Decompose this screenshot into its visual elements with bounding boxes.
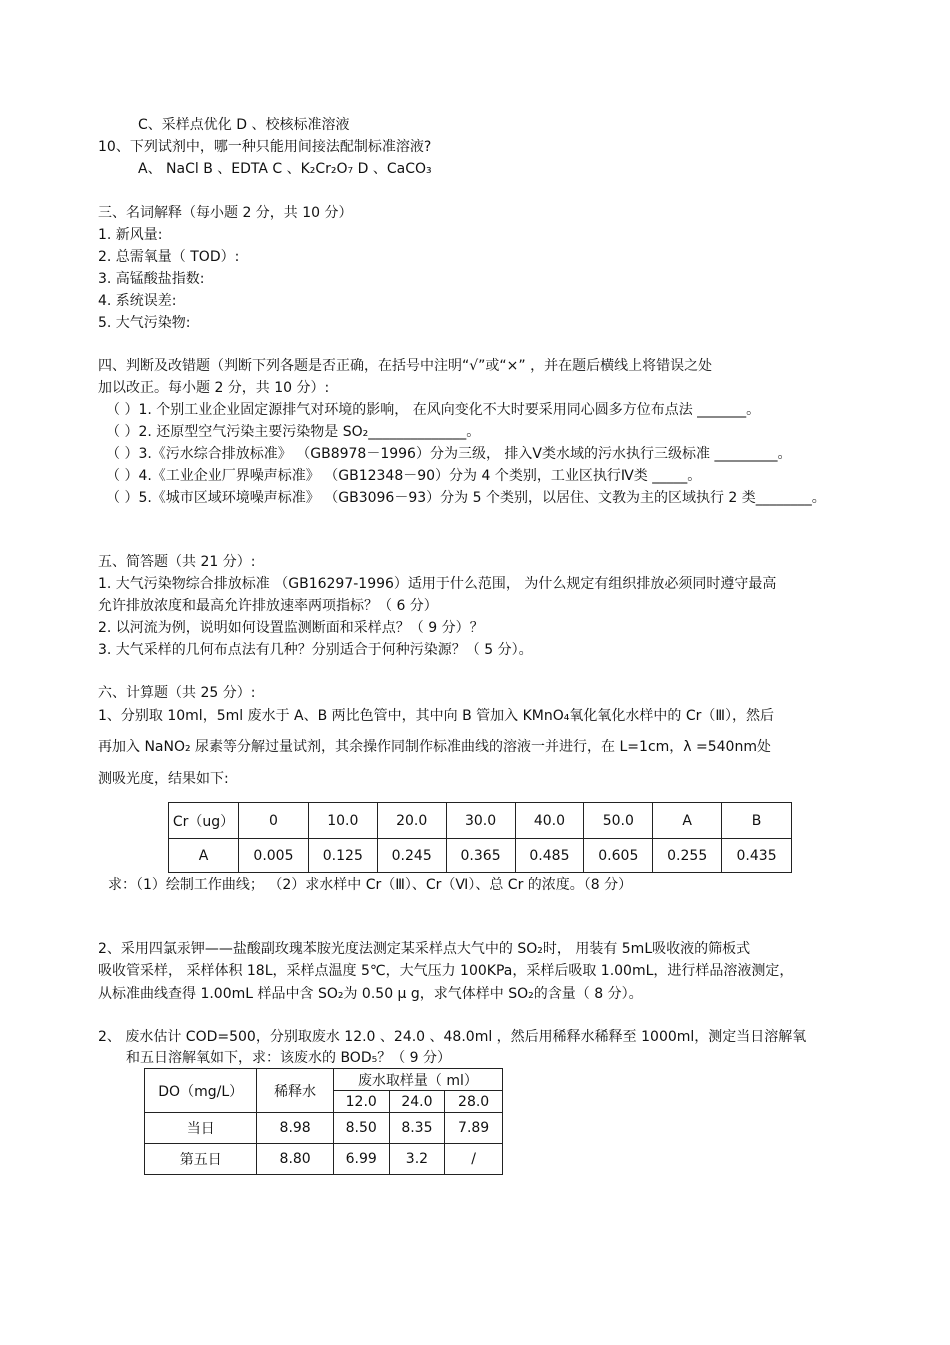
table-cell: 3.2 [389,1144,445,1175]
question-9-options: C、采样点优化 D 、校核标准溶液 [138,117,350,133]
table-cell: 6.99 [333,1144,389,1175]
table-cell: 8.50 [333,1113,389,1144]
judge-item: （ ）1. 个别工业企业固定源排气对环境的影响， 在风向变化不大时要采用同心圆多方位布点法 _______。 [106,402,761,418]
short-answer-line: 允许排放浓度和最高允许排放速率两项指标？（ 6 分） [98,598,438,614]
table-cell: 0.005 [239,839,309,873]
table-cell: 8.35 [389,1113,445,1144]
table-cell: 7.89 [445,1113,503,1144]
section-6-heading: 六、计算题（共 25 分）: [98,685,256,701]
calc-1-text: 再加入 NaNO₂ 尿素等分解过量试剂，其余操作同制作标准曲线的溶液一并进行，在 L=1cm，λ =540nm处 [98,739,771,755]
table-cell: B [722,803,792,839]
table-header: DO（mg/L） [145,1069,257,1113]
table-header: 28.0 [445,1091,503,1113]
question-10-options: A、 NaCl B 、EDTA C 、K₂Cr₂O₇ D 、CaCO₃ [138,161,432,177]
term-item: 1. 新风量: [98,227,163,243]
short-answer-line: 2. 以河流为例，说明如何设置监测断面和采样点？（ 9 分）？ [98,620,484,636]
table-cell: 40.0 [515,803,584,839]
table-header: 废水取样量（ ml） [333,1069,502,1091]
table-cell: 0.435 [722,839,792,873]
table-cell: 0.245 [377,839,446,873]
table-cell: 30.0 [446,803,515,839]
calc-1-ask: 求：（1）绘制工作曲线； （2）求水样中 Cr（Ⅲ）、Cr（Ⅵ）、总 Cr 的浓度。（8 分） [108,877,633,893]
calc-3-text: 2、 废水估计 COD=500，分别取废水 12.0 、24.0 、48.0ml ，然后用稀释水稀释至 1000ml，测定当日溶解氧 [98,1029,807,1045]
question-10-stem: 10、下列试剂中，哪一种只能用间接法配制标准溶液? [98,139,432,155]
table-cell: 0.255 [653,839,722,873]
calibration-table [168,802,792,873]
table-cell: A [169,839,239,873]
term-item: 2. 总需氧量（ TOD）: [98,249,240,265]
table-cell: / [445,1144,503,1175]
table-cell: 10.0 [308,803,377,839]
table-cell: 8.80 [257,1144,333,1175]
calc-2-text: 2、采用四氯汞钾——盐酸副玫瑰苯胺光度法测定某采样点大气中的 SO₂时， 用装有 5mL吸收液的筛板式 [98,941,751,957]
table-cell: 50.0 [584,803,653,839]
table-cell: 当日 [145,1113,257,1144]
table-cell: 0.125 [308,839,377,873]
short-answer-line: 3. 大气采样的几何布点法有几种？分别适合于何种污染源？（ 5 分）。 [98,642,533,658]
calc-2-text: 吸收管采样， 采样体积 18L，采样点温度 5℃，大气压力 100KPa，采样后吸取 1.00mL，进行样品溶液测定， [98,963,794,979]
calc-2-text: 从标准曲线查得 1.00mL 样品中含 SO₂为 0.50 μ g，求气体样中 SO₂的含量（ 8 分）。 [98,986,643,1002]
bod-table [144,1068,503,1175]
judge-item: （ ）4.《工业企业厂界噪声标准》 （GB12348－90）分为 4 个类别，工业区执行Ⅳ类 _____。 [106,468,702,484]
table-cell: 0.605 [584,839,653,873]
term-item: 5. 大气污染物: [98,315,191,331]
table-header: 24.0 [389,1091,445,1113]
table-header: 12.0 [333,1091,389,1113]
judge-item: （ ）2. 还原型空气污染主要污染物是 SO₂______________。 [106,424,481,440]
short-answer-line: 1. 大气污染物综合排放标准 （GB16297-1996）适用于什么范围， 为什么规定有组织排放必须同时遵守最高 [98,576,777,592]
calc-1-text: 测吸光度，结果如下: [98,771,229,787]
table-cell: 8.98 [257,1113,333,1144]
table-cell: Cr（ug） [169,803,239,839]
section-3-heading: 三、名词解释（每小题 2 分，共 10 分） [98,205,353,221]
table-cell: A [653,803,722,839]
table-cell: 0.365 [446,839,515,873]
judge-item: （ ）3.《污水综合排放标准》 （GB8978－1996）分为三级， 排入Ⅴ类水域的污水执行三级标准 _________。 [106,446,792,462]
table-cell: 第五日 [145,1144,257,1175]
table-header: 稀释水 [257,1069,333,1113]
term-item: 4. 系统误差: [98,293,177,309]
calc-3-text: 和五日溶解氧如下，求：该废水的 BOD₅？（ 9 分） [126,1050,452,1066]
section-4-heading-cont: 加以改正。每小题 2 分，共 10 分）: [98,380,330,396]
section-5-heading: 五、简答题（共 21 分）: [98,554,256,570]
table-cell: 0 [239,803,309,839]
term-item: 3. 高锰酸盐指数: [98,271,205,287]
section-4-heading: 四、判断及改错题（判断下列各题是否正确，在括号中注明“√”或“×” ，并在题后横线上将错误之处 [98,358,713,374]
table-cell: 20.0 [377,803,446,839]
table-cell: 0.485 [515,839,584,873]
calc-1-text: 1、分别取 10ml，5ml 废水于 A、B 两比色管中，其中向 B 管加入 KMnO₄氧化氧化水样中的 Cr（Ⅲ），然后 [98,708,775,724]
judge-item: （ ）5.《城市区域环境噪声标准》 （GB3096－93）分为 5 个类别，以居住、文教为主的区域执行 2 类________。 [106,490,826,506]
